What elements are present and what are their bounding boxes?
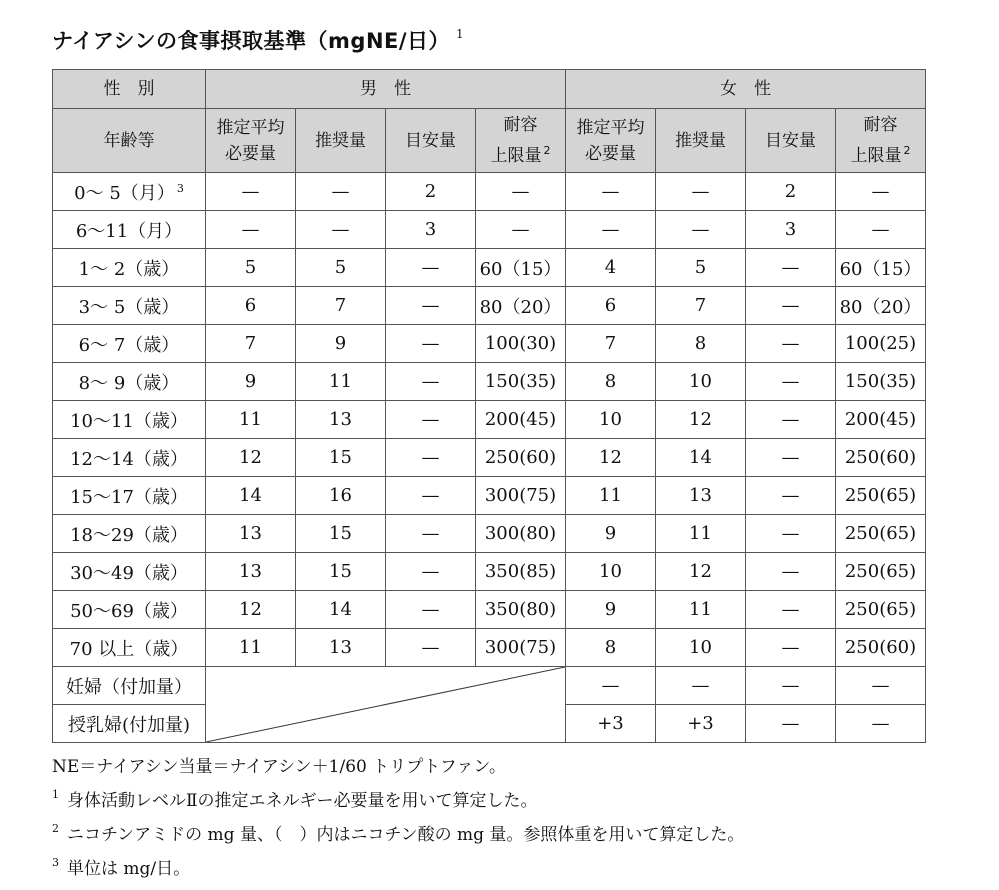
header-col-line1: 推奨量 — [675, 130, 726, 151]
table-row — [53, 439, 926, 477]
footnote-text: ニコチンアミドの mg 量、（ ）内はニコチン酸の mg 量。参照体重を用いて算定した。 — [67, 825, 745, 845]
male-value-cell: 350(80) — [476, 591, 566, 629]
female-value-cell: 10 — [656, 629, 746, 667]
female-value-cell: — — [656, 211, 746, 249]
male-value-cell: — — [386, 629, 476, 667]
age-cell — [53, 629, 206, 667]
male-value-cell: 9 — [206, 363, 296, 401]
female-value-cell: 2 — [746, 173, 836, 211]
male-value-cell: 9 — [296, 325, 386, 363]
male-value-cell: — — [386, 401, 476, 439]
footnote-line — [52, 815, 744, 849]
male-value-cell: 13 — [296, 629, 386, 667]
female-value-cell: — — [566, 173, 656, 211]
table-row — [53, 211, 926, 249]
male-value-cell: 13 — [296, 401, 386, 439]
female-value-cell: 11 — [566, 477, 656, 515]
header-col-line2: 必要量 — [225, 143, 276, 164]
female-value-cell: 12 — [656, 553, 746, 591]
male-value-cell: 300(75) — [476, 477, 566, 515]
header-female: 女 性 — [566, 70, 926, 109]
male-value-cell: — — [386, 287, 476, 325]
male-value-cell: 14 — [206, 477, 296, 515]
age-cell — [53, 553, 206, 591]
table-row — [53, 515, 926, 553]
diagonal-line — [206, 667, 565, 742]
age-label: 30〜49（歳） — [70, 562, 188, 584]
male-value-cell: 15 — [296, 439, 386, 477]
age-label: 70 以上（歳） — [69, 638, 189, 660]
footnote-text: NE＝ナイアシン当量＝ナイアシン＋1/60 トリプトファン。 — [52, 757, 507, 777]
header-female-col-1 — [656, 109, 746, 173]
age-label: 6〜11（月） — [75, 220, 183, 242]
age-cell — [53, 249, 206, 287]
male-value-cell: 14 — [296, 591, 386, 629]
female-value-cell: 11 — [656, 591, 746, 629]
female-value-cell: 13 — [656, 477, 746, 515]
female-value-cell: — — [746, 667, 836, 705]
male-value-cell: 15 — [296, 553, 386, 591]
header-row-sex — [53, 70, 926, 109]
age-cell — [53, 325, 206, 363]
age-cell: 妊婦（付加量） — [53, 667, 206, 705]
male-value-cell: 15 — [296, 515, 386, 553]
age-cell — [53, 363, 206, 401]
age-cell — [53, 477, 206, 515]
header-female-col-2 — [746, 109, 836, 173]
female-value-cell: — — [746, 515, 836, 553]
header-male-col-3 — [476, 109, 566, 173]
header-col-line1: 推定平均 — [216, 117, 285, 138]
female-value-cell: 150(35) — [836, 363, 926, 401]
male-value-cell: 11 — [206, 629, 296, 667]
age-label: 15〜17（歳） — [70, 486, 188, 508]
table-row — [53, 477, 926, 515]
header-col-line2: 上限量 — [850, 146, 902, 166]
male-value-cell: 350(85) — [476, 553, 566, 591]
header-female-col-3 — [836, 109, 926, 173]
male-value-cell: 5 — [206, 249, 296, 287]
niacin-intake-table — [52, 69, 926, 743]
female-value-cell: — — [656, 667, 746, 705]
header-col-line2: 上限量 — [490, 146, 542, 166]
female-value-cell: 250(65) — [836, 515, 926, 553]
age-cell — [53, 515, 206, 553]
female-value-cell: — — [746, 325, 836, 363]
male-value-cell: — — [476, 211, 566, 249]
age-cell — [53, 287, 206, 325]
header-col-footnote-mark: 2 — [903, 144, 911, 157]
age-label: 10〜11（歳） — [70, 410, 188, 432]
header-sex-label: 性 別 — [53, 70, 206, 109]
male-value-cell: — — [206, 211, 296, 249]
female-value-cell: 4 — [566, 249, 656, 287]
female-value-cell: 250(65) — [836, 477, 926, 515]
female-value-cell: 3 — [746, 211, 836, 249]
male-value-cell: 250(60) — [476, 439, 566, 477]
female-value-cell: +3 — [656, 705, 746, 743]
male-value-cell: — — [206, 173, 296, 211]
female-value-cell: 12 — [566, 439, 656, 477]
header-female-col-0 — [566, 109, 656, 173]
female-value-cell: — — [836, 705, 926, 743]
female-value-cell: 7 — [566, 325, 656, 363]
table-row — [53, 173, 926, 211]
age-cell — [53, 401, 206, 439]
header-male-col-2 — [386, 109, 476, 173]
female-value-cell: — — [746, 591, 836, 629]
age-label: 18〜29（歳） — [70, 524, 188, 546]
female-value-cell: 10 — [566, 553, 656, 591]
male-value-cell: 2 — [386, 173, 476, 211]
female-value-cell: — — [836, 211, 926, 249]
female-value-cell: 60（15） — [836, 249, 926, 287]
age-label: 0〜 5（月） — [74, 182, 175, 204]
male-value-cell: — — [296, 173, 386, 211]
age-cell — [53, 591, 206, 629]
footnote-line — [52, 849, 744, 883]
female-value-cell: — — [746, 249, 836, 287]
female-value-cell: — — [746, 401, 836, 439]
female-value-cell: 14 — [656, 439, 746, 477]
male-value-cell: — — [386, 325, 476, 363]
male-value-cell: 11 — [296, 363, 386, 401]
age-label: 3〜 5（歳） — [78, 296, 180, 318]
female-value-cell: 8 — [656, 325, 746, 363]
age-cell — [53, 439, 206, 477]
male-value-cell: 300(75) — [476, 629, 566, 667]
male-value-cell: 16 — [296, 477, 386, 515]
female-value-cell: 11 — [656, 515, 746, 553]
table-row — [53, 553, 926, 591]
niacin-table-container — [52, 69, 925, 743]
male-value-cell: 5 — [296, 249, 386, 287]
female-value-cell: 10 — [566, 401, 656, 439]
table-row — [53, 363, 926, 401]
male-value-cell: — — [386, 477, 476, 515]
female-value-cell: 9 — [566, 515, 656, 553]
male-value-cell: — — [386, 439, 476, 477]
header-male-col-0 — [206, 109, 296, 173]
female-value-cell: — — [746, 287, 836, 325]
male-value-cell: 3 — [386, 211, 476, 249]
footnote-line — [52, 781, 744, 815]
male-value-cell: 13 — [206, 553, 296, 591]
female-value-cell: 9 — [566, 591, 656, 629]
female-value-cell: 6 — [566, 287, 656, 325]
age-label: 6〜 7（歳） — [78, 334, 180, 356]
female-value-cell: — — [566, 211, 656, 249]
table-row — [53, 629, 926, 667]
female-value-cell: 8 — [566, 363, 656, 401]
page-title — [52, 25, 464, 55]
male-value-cell: 7 — [206, 325, 296, 363]
female-value-cell: 100(25) — [836, 325, 926, 363]
male-value-cell: 60（15） — [476, 249, 566, 287]
table-body — [53, 173, 926, 743]
age-cell — [53, 211, 206, 249]
header-col-line1: 目安量 — [405, 130, 456, 151]
female-value-cell: — — [566, 667, 656, 705]
male-value-cell: — — [386, 591, 476, 629]
header-male-col-1 — [296, 109, 386, 173]
male-value-cell: — — [386, 363, 476, 401]
age-cell: 授乳婦(付加量) — [53, 705, 206, 743]
male-value-cell: 100(30) — [476, 325, 566, 363]
male-value-cell: — — [386, 515, 476, 553]
footnote-mark: 3 — [52, 856, 59, 869]
table-row — [53, 401, 926, 439]
female-value-cell: 8 — [566, 629, 656, 667]
header-col-line1: 目安量 — [765, 130, 816, 151]
male-value-cell: 13 — [206, 515, 296, 553]
female-value-cell: — — [746, 553, 836, 591]
title-footnote-mark: 1 — [456, 27, 465, 41]
header-male: 男 性 — [206, 70, 566, 109]
header-col-line1: 推定平均 — [576, 117, 645, 138]
female-value-cell: 200(45) — [836, 401, 926, 439]
header-col-footnote-mark: 2 — [543, 144, 551, 157]
header-col-line1: 推奨量 — [315, 130, 366, 151]
table-row — [53, 325, 926, 363]
female-value-cell: 7 — [656, 287, 746, 325]
female-value-cell: — — [746, 629, 836, 667]
female-value-cell: +3 — [566, 705, 656, 743]
age-footnote-mark: 3 — [176, 181, 184, 195]
female-value-cell: 5 — [656, 249, 746, 287]
table-row — [53, 667, 926, 705]
male-value-cell: 12 — [206, 439, 296, 477]
male-value-cell: 80（20） — [476, 287, 566, 325]
female-value-cell: 10 — [656, 363, 746, 401]
female-value-cell: — — [836, 667, 926, 705]
footnote-line — [52, 753, 744, 781]
male-value-cell: — — [476, 173, 566, 211]
male-value-cell: — — [386, 553, 476, 591]
female-value-cell: — — [746, 477, 836, 515]
male-value-cell: 200(45) — [476, 401, 566, 439]
female-value-cell: — — [746, 705, 836, 743]
age-cell — [53, 173, 206, 211]
header-col-line1: 耐容 — [503, 115, 538, 135]
female-value-cell: — — [746, 363, 836, 401]
female-value-cell: 80（20） — [836, 287, 926, 325]
footnote-text: 身体活動レベルⅡの推定エネルギー必要量を用いて算定した。 — [67, 791, 538, 811]
age-label: 1〜 2（歳） — [78, 258, 180, 280]
female-value-cell: 250(60) — [836, 629, 926, 667]
table-row — [53, 287, 926, 325]
male-value-cell: 150(35) — [476, 363, 566, 401]
header-row-columns — [53, 109, 926, 173]
female-value-cell: — — [836, 173, 926, 211]
header-age-label: 年齢等 — [53, 109, 206, 173]
table-row — [53, 249, 926, 287]
female-value-cell: 12 — [656, 401, 746, 439]
male-value-cell: — — [296, 211, 386, 249]
male-value-cell: 7 — [296, 287, 386, 325]
female-value-cell: — — [656, 173, 746, 211]
footnote-mark: 1 — [52, 788, 59, 801]
table-row — [53, 591, 926, 629]
header-col-line2: 必要量 — [585, 143, 636, 164]
age-label: 12〜14（歳） — [70, 448, 188, 470]
male-value-cell: 6 — [206, 287, 296, 325]
male-value-cell: 300(80) — [476, 515, 566, 553]
female-value-cell: 250(65) — [836, 553, 926, 591]
male-value-cell: 12 — [206, 591, 296, 629]
header-col-line1: 耐容 — [863, 115, 898, 135]
footnote-text: 単位は mg/日。 — [67, 859, 191, 879]
female-value-cell: 250(65) — [836, 591, 926, 629]
footnotes — [52, 753, 744, 883]
female-value-cell: 250(60) — [836, 439, 926, 477]
title-text: ナイアシンの食事摂取基準（mgNE/日） — [52, 29, 451, 53]
female-value-cell: — — [746, 439, 836, 477]
male-value-cell: — — [386, 249, 476, 287]
not-applicable-diagonal-cell — [206, 667, 566, 743]
male-value-cell: 11 — [206, 401, 296, 439]
age-label: 8〜 9（歳） — [78, 372, 180, 394]
footnote-mark: 2 — [52, 822, 59, 835]
age-label: 50〜69（歳） — [70, 600, 188, 622]
